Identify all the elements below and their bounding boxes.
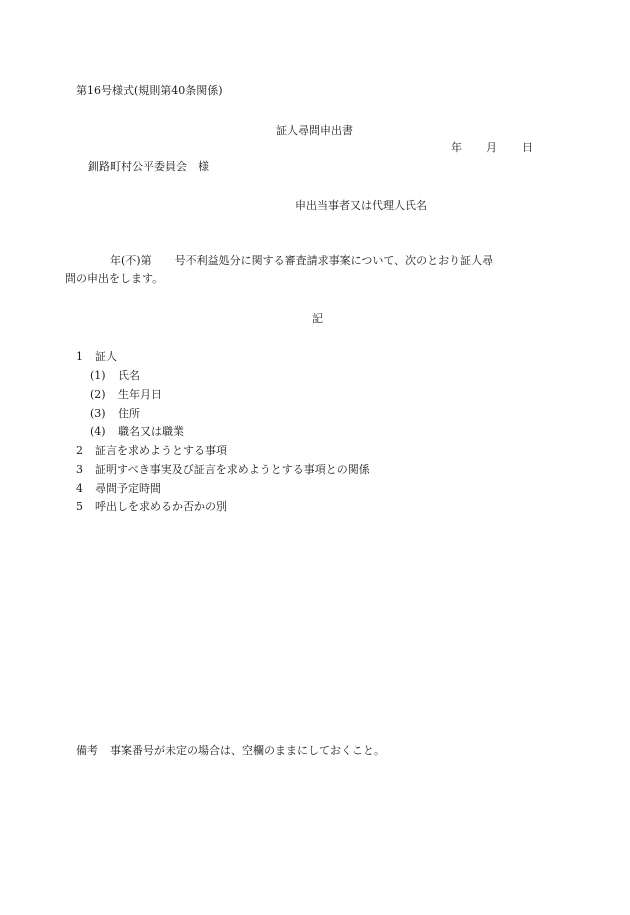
list-item-text: 住所 — [118, 407, 140, 420]
list-item — [90, 369, 140, 382]
list-item-number: 1 — [76, 350, 83, 363]
document-title: 証人尋問申出書 — [276, 124, 353, 137]
list-item-text: 生年月日 — [118, 388, 162, 401]
form-number: 第16号様式(規則第40条関係) — [76, 84, 223, 97]
applicant-name-label: 申出当事者又は代理人氏名 — [295, 199, 427, 212]
remarks — [76, 744, 385, 757]
list-item-number: (2) — [90, 388, 106, 401]
list-item-number: (1) — [90, 369, 106, 382]
body-line-1-text: 号不利益処分に関する審査請求事案について、次のとおり証人尋 — [174, 254, 494, 267]
list-item-text: 氏名 — [118, 369, 140, 382]
list-item — [90, 425, 184, 438]
ki-heading: 記 — [312, 312, 323, 325]
list-item-number: (4) — [90, 425, 106, 438]
list-item — [76, 444, 227, 457]
date-month-label: 月 — [486, 141, 497, 154]
list-item-text: 尋問予定時間 — [95, 482, 161, 495]
body-line-2: 問の申出をします。 — [65, 272, 164, 285]
remarks-label: 備考 — [76, 744, 98, 757]
date-year-label: 年 — [451, 141, 462, 154]
list-item-number: 4 — [76, 482, 83, 495]
body-case-year-label: 年(不)第 — [110, 254, 152, 267]
addressee: 釧路町村公平委員会 様 — [88, 160, 209, 173]
list-item — [76, 463, 370, 476]
list-item — [76, 350, 117, 363]
list-item-number: 2 — [76, 444, 83, 457]
list-item — [76, 482, 161, 495]
remarks-text: 事案番号が未定の場合は、空欄のままにしておくこと。 — [110, 744, 385, 757]
body-line-1 — [110, 254, 493, 267]
list-item-number: 5 — [76, 500, 83, 513]
list-item — [90, 388, 162, 401]
list-item — [90, 407, 140, 420]
list-item-text: 証言を求めようとする事項 — [95, 444, 227, 457]
list-item-text: 証明すべき事実及び証言を求めようとする事項との関係 — [95, 463, 370, 476]
list-item-text: 証人 — [95, 350, 117, 363]
list-item-number: (3) — [90, 407, 106, 420]
list-item-text: 職名又は職業 — [118, 425, 184, 438]
list-item-text: 呼出しを求めるか否かの別 — [95, 500, 227, 513]
list-item-number: 3 — [76, 463, 83, 476]
date-day-label: 日 — [522, 141, 533, 154]
list-item — [76, 500, 227, 513]
